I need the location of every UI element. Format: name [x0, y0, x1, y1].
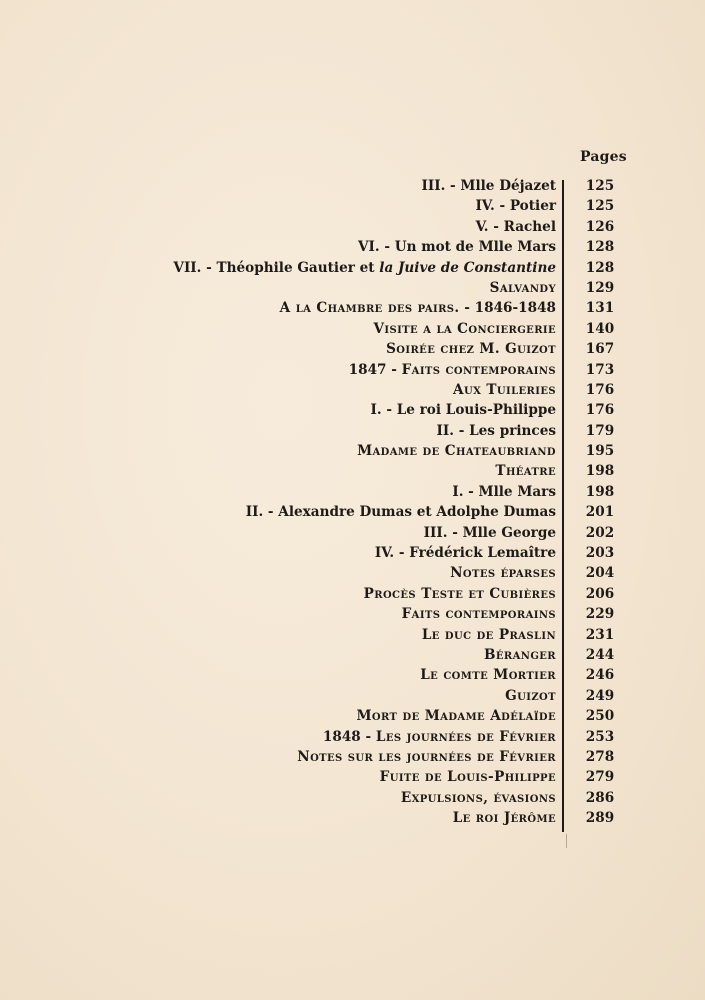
- entry-page-number: 201: [585, 504, 615, 521]
- toc-entry[interactable]: [100, 298, 620, 318]
- pages-column-header: Pages: [580, 149, 627, 165]
- entry-page-number: 229: [585, 606, 615, 623]
- entry-title: [349, 360, 556, 380]
- toc-entry[interactable]: [100, 523, 620, 543]
- toc-entry[interactable]: [100, 278, 620, 298]
- entry-title: Notes éparses: [450, 565, 556, 582]
- toc-entry[interactable]: [100, 543, 620, 563]
- entry-title-smallcaps: A la Chambre des pairs.: [279, 300, 460, 317]
- entry-title: IV. - Frédérick Lemaître: [374, 545, 556, 562]
- entry-page-number: 204: [585, 565, 615, 582]
- entry-title: I. - Le roi Louis-Philippe: [370, 402, 556, 419]
- toc-entry[interactable]: [100, 237, 620, 257]
- entry-title: [280, 298, 556, 318]
- toc-entry[interactable]: [100, 380, 620, 400]
- toc-entry[interactable]: [100, 461, 620, 481]
- toc-entry[interactable]: [100, 584, 620, 604]
- entry-page-number: 231: [585, 626, 615, 643]
- entry-page-number: 195: [585, 443, 615, 460]
- toc-entry[interactable]: [100, 360, 620, 380]
- toc-entry[interactable]: [100, 441, 620, 461]
- entry-page-number: 198: [585, 483, 615, 500]
- entry-title: III. - Mlle Déjazet: [421, 178, 556, 194]
- entry-title: Salvandy: [489, 279, 556, 296]
- toc-entry[interactable]: [100, 400, 620, 420]
- toc-entry[interactable]: [100, 563, 620, 583]
- entry-title: Le duc de Praslin: [421, 626, 556, 643]
- entry-page-number: 250: [585, 708, 615, 725]
- entry-title-prefix: 1848 -: [322, 728, 376, 745]
- entry-title: Expulsions, évasions: [400, 789, 556, 806]
- entry-title: VI. - Un mot de Mlle Mars: [358, 239, 556, 256]
- entry-page-number: 125: [585, 198, 615, 215]
- entry-page-number: 176: [585, 381, 615, 398]
- entry-title: Béranger: [484, 646, 556, 663]
- column-divider-tail: [566, 834, 567, 848]
- toc-entry[interactable]: [100, 258, 620, 278]
- entry-title: V. - Rachel: [475, 218, 556, 235]
- entry-title: Fuite de Louis-Philippe: [379, 769, 556, 786]
- toc-entry[interactable]: [100, 625, 620, 645]
- entry-page-number: 249: [585, 687, 615, 704]
- entry-title: IV. - Potier: [475, 198, 556, 215]
- toc-entry[interactable]: [100, 339, 620, 359]
- entry-title: Soirée chez M. Guizot: [386, 341, 556, 358]
- toc-entry[interactable]: [100, 747, 620, 767]
- toc-entry[interactable]: [100, 727, 620, 747]
- entry-page-number: 246: [585, 667, 615, 684]
- toc-entry[interactable]: [100, 767, 620, 787]
- entry-title: Faits contemporains: [401, 606, 556, 623]
- toc-entry[interactable]: [100, 196, 620, 216]
- entry-page-number: 129: [585, 279, 615, 296]
- entry-page-number: 125: [585, 178, 615, 194]
- entry-title: Madame de Chateaubriand: [357, 443, 556, 460]
- toc-entry[interactable]: [100, 502, 620, 522]
- entry-title-smallcaps: Faits contemporains: [401, 361, 556, 378]
- entry-page-number: 176: [585, 402, 615, 419]
- entry-page-number: 203: [585, 545, 615, 562]
- entry-page-number: 198: [585, 463, 615, 480]
- entry-title: III. - Mlle George: [423, 524, 556, 541]
- toc-entry[interactable]: [100, 665, 620, 685]
- toc-entry[interactable]: [100, 421, 620, 441]
- table-of-contents: [100, 176, 620, 829]
- toc-entry[interactable]: [100, 686, 620, 706]
- entry-title: II. - Alexandre Dumas et Adolphe Dumas: [245, 504, 556, 521]
- entry-title: Guizot: [505, 687, 556, 704]
- entry-title: Théatre: [495, 463, 556, 480]
- entry-page-number: 286: [585, 789, 615, 806]
- entry-page-number: 278: [585, 748, 615, 765]
- entry-title: [173, 258, 556, 278]
- entry-title-suffix: - 1846-1848: [459, 300, 556, 317]
- entry-title-prefix: VII. - Théophile Gautier et: [173, 259, 380, 276]
- entry-title: I. - Mlle Mars: [452, 483, 556, 500]
- entry-page-number: 279: [585, 769, 615, 786]
- entry-title: Visite a la Conciergerie: [373, 320, 556, 337]
- entry-title: Notes sur les journées de Février: [297, 748, 556, 765]
- entry-page-number: 173: [585, 361, 615, 378]
- entry-title: Mort de Madame Adélaïde: [356, 708, 556, 725]
- entry-page-number: 206: [585, 585, 615, 602]
- entry-page-number: 179: [585, 422, 615, 439]
- entry-page-number: 140: [585, 320, 615, 337]
- entry-title: Le roi Jérôme: [452, 810, 556, 827]
- toc-entry[interactable]: [100, 788, 620, 808]
- entry-page-number: 253: [585, 728, 615, 745]
- entry-title-smallcaps: Les journées de Février: [375, 728, 556, 745]
- entry-page-number: 126: [585, 218, 615, 235]
- entry-title: Aux Tuileries: [453, 381, 556, 398]
- entry-title: II. - Les princes: [436, 422, 556, 439]
- entry-title: Le comte Mortier: [420, 667, 556, 684]
- entry-page-number: 289: [585, 810, 615, 827]
- entry-page-number: 167: [585, 341, 615, 358]
- toc-entry[interactable]: [100, 176, 620, 196]
- entry-title: Procès Teste et Cubières: [363, 585, 556, 602]
- entry-title: [323, 727, 556, 747]
- entry-page-number: 244: [585, 646, 615, 663]
- toc-entry[interactable]: [100, 808, 620, 828]
- entry-page-number: 128: [585, 259, 615, 276]
- entry-title-italic: la Juive de Constantine: [379, 259, 556, 276]
- entry-title-prefix: 1847 -: [348, 361, 402, 378]
- entry-page-number: 128: [585, 239, 615, 256]
- toc-entry[interactable]: [100, 604, 620, 624]
- toc-entry[interactable]: [100, 645, 620, 665]
- entry-page-number: 202: [585, 524, 615, 541]
- toc-entry[interactable]: [100, 217, 620, 237]
- entry-page-number: 131: [585, 300, 615, 317]
- toc-entry[interactable]: [100, 706, 620, 726]
- toc-entry[interactable]: [100, 319, 620, 339]
- toc-entry[interactable]: [100, 482, 620, 502]
